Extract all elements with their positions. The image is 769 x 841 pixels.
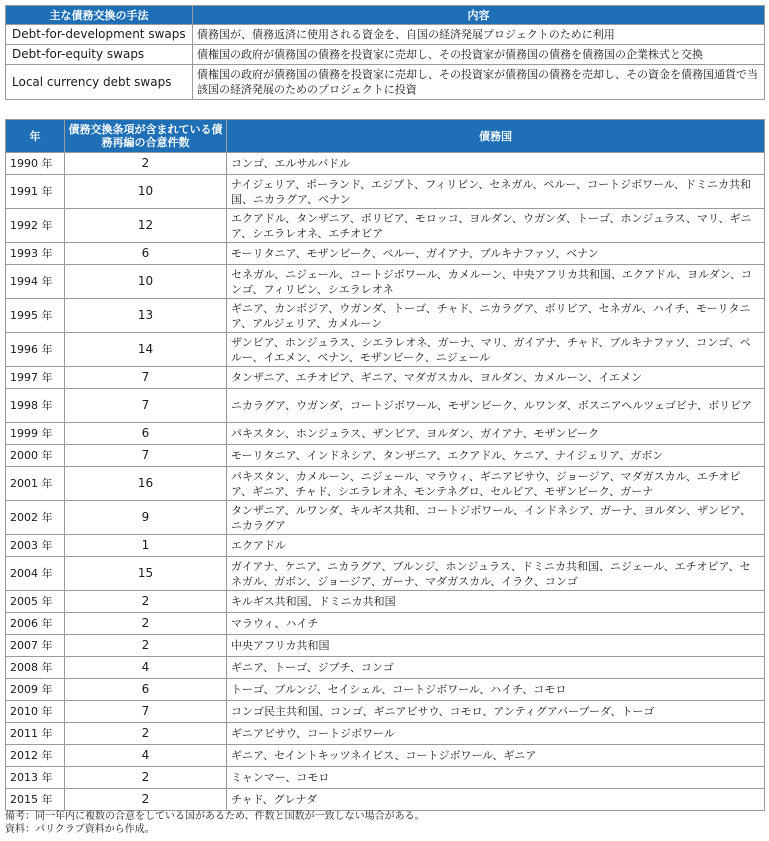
- count-cell: 2: [65, 635, 227, 657]
- table-row: [6, 635, 765, 657]
- countries-cell: エクアドル: [227, 535, 765, 557]
- countries-cell: タンザニア、ルワンダ、キルギス共和、コートジボワール、インドネシア、ガーナ、ヨルダン、ザンビア、ニカラグア: [227, 501, 765, 535]
- year-cell: 2013 年: [6, 767, 65, 789]
- table-row: [6, 723, 765, 745]
- count-cell: 2: [65, 153, 227, 175]
- table-row: [6, 535, 765, 557]
- countries-cell: タンザニア、エチオピア、ギニア、マダガスカル、ヨルダン、カメルーン、イエメン: [227, 367, 765, 389]
- methods-row: [6, 25, 765, 45]
- count-cell: 2: [65, 613, 227, 635]
- year-cell: 1997 年: [6, 367, 65, 389]
- methods-header-method: 主な債務交換の手法: [6, 6, 193, 25]
- methods-header-row: [6, 6, 765, 25]
- countries-cell: セネガル、ニジェール、コートジボワール、カメルーン、中央アフリカ共和国、エクアドル、ヨルダン、コンゴ、フィリピン、シエラレオネ: [227, 265, 765, 299]
- method-name: Local currency debt swaps: [6, 65, 193, 100]
- year-cell: 1993 年: [6, 243, 65, 265]
- year-cell: 1996 年: [6, 333, 65, 367]
- table-row: [6, 299, 765, 333]
- count-cell: 7: [65, 701, 227, 723]
- countries-cell: ニカラグア、ウガンダ、コートジボワール、モザンビーク、ルワンダ、ボスニアヘルツェゴビナ、ボリビア: [227, 389, 765, 423]
- year-cell: 2005 年: [6, 591, 65, 613]
- table-row: [6, 613, 765, 635]
- count-cell: 16: [65, 467, 227, 501]
- table-row: [6, 557, 765, 591]
- count-cell: 4: [65, 745, 227, 767]
- count-cell: 6: [65, 243, 227, 265]
- countries-cell: パキスタン、カメルーン、ニジェール、マラウィ、ギニアビサウ、ジョージア、マダガスカル、エチオピア、ギニア、チャド、シエラレオネ、モンテネグロ、セルビア、モザンビーク、ガーナ: [227, 467, 765, 501]
- year-cell: 2010 年: [6, 701, 65, 723]
- source-note: 資料：パリクラブ資料から作成。: [5, 824, 155, 835]
- table-row: [6, 657, 765, 679]
- countries-cell: チャド、グレナダ: [227, 789, 765, 811]
- table-row: [6, 389, 765, 423]
- method-content: 債権国の政府が債務国の債務を投資家に売却し、その投資家が債務国の債務を債務国の企業株式と交換: [193, 45, 765, 65]
- methods-row: [6, 65, 765, 100]
- count-cell: 7: [65, 445, 227, 467]
- year-cell: 2000 年: [6, 445, 65, 467]
- year-cell: 2003 年: [6, 535, 65, 557]
- year-cell: 1998 年: [6, 389, 65, 423]
- count-cell: 2: [65, 789, 227, 811]
- table-row: [6, 265, 765, 299]
- count-cell: 2: [65, 591, 227, 613]
- countries-cell: モーリタニア、モザンビーク、ペルー、ガイアナ、ブルキナファソ、ベナン: [227, 243, 765, 265]
- method-content: 債務国が、債務返済に使用される資金を、自国の経済発展プロジェクトのために利用: [193, 25, 765, 45]
- count-cell: 10: [65, 175, 227, 209]
- countries-cell: 中央アフリカ共和国: [227, 635, 765, 657]
- countries-cell: ギニア、カンボジア、ウガンダ、トーゴ、チャド、ニカラグア、ボリビア、セネガル、ハイチ、モーリタニア、アルジェリア、カメルーン: [227, 299, 765, 333]
- countries-cell: トーゴ、ブルンジ、セイシェル、コートジボワール、ハイチ、コモロ: [227, 679, 765, 701]
- year-cell: 2007 年: [6, 635, 65, 657]
- countries-cell: ミャンマー、コモロ: [227, 767, 765, 789]
- count-cell: 2: [65, 767, 227, 789]
- year-cell: 2004 年: [6, 557, 65, 591]
- method-content: 債権国の政府が債務国の債務を投資家に売却し、その投資家が債務国の債務を売却し、その資金を債務国通貨で当該国の経済発展のためのプロジェクトに投資: [193, 65, 765, 100]
- countries-cell: マラウィ、ハイチ: [227, 613, 765, 635]
- table-row: [6, 701, 765, 723]
- swaps-header-countries: 債務国: [227, 120, 765, 153]
- count-cell: 12: [65, 209, 227, 243]
- table-row: [6, 367, 765, 389]
- table-row: [6, 423, 765, 445]
- count-cell: 6: [65, 679, 227, 701]
- count-cell: 13: [65, 299, 227, 333]
- swaps-header-row: [6, 120, 765, 153]
- count-cell: 4: [65, 657, 227, 679]
- table-row: [6, 745, 765, 767]
- count-cell: 9: [65, 501, 227, 535]
- debt-swap-agreements-table: [5, 119, 765, 811]
- countries-cell: ナイジェリア、ポーランド、エジプト、フィリピン、セネガル、ペルー、コートジボワール、ドミニカ共和国、ニカラグア、ベナン: [227, 175, 765, 209]
- year-cell: 1992 年: [6, 209, 65, 243]
- table-row: [6, 209, 765, 243]
- countries-cell: モーリタニア、インドネシア、タンザニア、エクアドル、ケニア、ナイジェリア、ガボン: [227, 445, 765, 467]
- swaps-header-year: 年: [6, 120, 65, 153]
- count-cell: 6: [65, 423, 227, 445]
- table-row: [6, 501, 765, 535]
- remark-note: 備考：同一年内に複数の合意をしている国があるため、件数と国数が一致しない場合がある。: [5, 811, 425, 822]
- debt-swap-methods-table: [5, 5, 765, 100]
- year-cell: 2011 年: [6, 723, 65, 745]
- year-cell: 1994 年: [6, 265, 65, 299]
- table-row: [6, 175, 765, 209]
- swaps-header-count: 債務交換条項が含まれている債務再編の合意件数: [65, 120, 227, 153]
- table-row: [6, 243, 765, 265]
- year-cell: 2001 年: [6, 467, 65, 501]
- year-cell: 2006 年: [6, 613, 65, 635]
- table-row: [6, 445, 765, 467]
- year-cell: 2009 年: [6, 679, 65, 701]
- count-cell: 7: [65, 367, 227, 389]
- footnotes: [5, 810, 425, 836]
- table-row: [6, 153, 765, 175]
- table-row: [6, 591, 765, 613]
- table-row: [6, 467, 765, 501]
- countries-cell: ギニア、セイントキッツネイビス、コートジボワール、ギニア: [227, 745, 765, 767]
- countries-cell: ガイアナ、ケニア、ニカラグア、ブルンジ、ホンジュラス、ドミニカ共和国、ニジェール、エチオピア、セネガル、ガボン、ジョージア、ガーナ、マダガスカル、イラク、コンゴ: [227, 557, 765, 591]
- countries-cell: ザンビア、ホンジュラス、シエラレオネ、ガーナ、マリ、ガイアナ、チャド、ブルキナファソ、コンゴ、ペルー、イエメン、ベナン、モザンビーク、ニジェール: [227, 333, 765, 367]
- table-row: [6, 767, 765, 789]
- countries-cell: パキスタン、ホンジュラス、ザンビア、ヨルダン、ガイアナ、モザンビーク: [227, 423, 765, 445]
- count-cell: 2: [65, 723, 227, 745]
- countries-cell: ギニアビサウ、コートジボワール: [227, 723, 765, 745]
- year-cell: 1991 年: [6, 175, 65, 209]
- swaps-table-body: [6, 153, 765, 811]
- year-cell: 2012 年: [6, 745, 65, 767]
- countries-cell: エクアドル、タンザニア、ボリビア、モロッコ、ヨルダン、ウガンダ、トーゴ、ホンジュラス、マリ、ギニア、シエラレオネ、エチオピア: [227, 209, 765, 243]
- year-cell: 1990 年: [6, 153, 65, 175]
- year-cell: 2008 年: [6, 657, 65, 679]
- countries-cell: キルギス共和国、ドミニカ共和国: [227, 591, 765, 613]
- count-cell: 7: [65, 389, 227, 423]
- count-cell: 14: [65, 333, 227, 367]
- count-cell: 15: [65, 557, 227, 591]
- countries-cell: コンゴ民主共和国、コンゴ、ギニアビサウ、コモロ、アンティグアバーブーダ、トーゴ: [227, 701, 765, 723]
- countries-cell: ギニア、トーゴ、ジブチ、コンゴ: [227, 657, 765, 679]
- methods-header-content: 内容: [193, 6, 765, 25]
- year-cell: 1995 年: [6, 299, 65, 333]
- count-cell: 1: [65, 535, 227, 557]
- year-cell: 1999 年: [6, 423, 65, 445]
- method-name: Debt-for-equity swaps: [6, 45, 193, 65]
- methods-row: [6, 45, 765, 65]
- count-cell: 10: [65, 265, 227, 299]
- table-row: [6, 679, 765, 701]
- year-cell: 2015 年: [6, 789, 65, 811]
- year-cell: 2002 年: [6, 501, 65, 535]
- table-row: [6, 789, 765, 811]
- table-row: [6, 333, 765, 367]
- method-name: Debt-for-development swaps: [6, 25, 193, 45]
- countries-cell: コンゴ、エルサルバドル: [227, 153, 765, 175]
